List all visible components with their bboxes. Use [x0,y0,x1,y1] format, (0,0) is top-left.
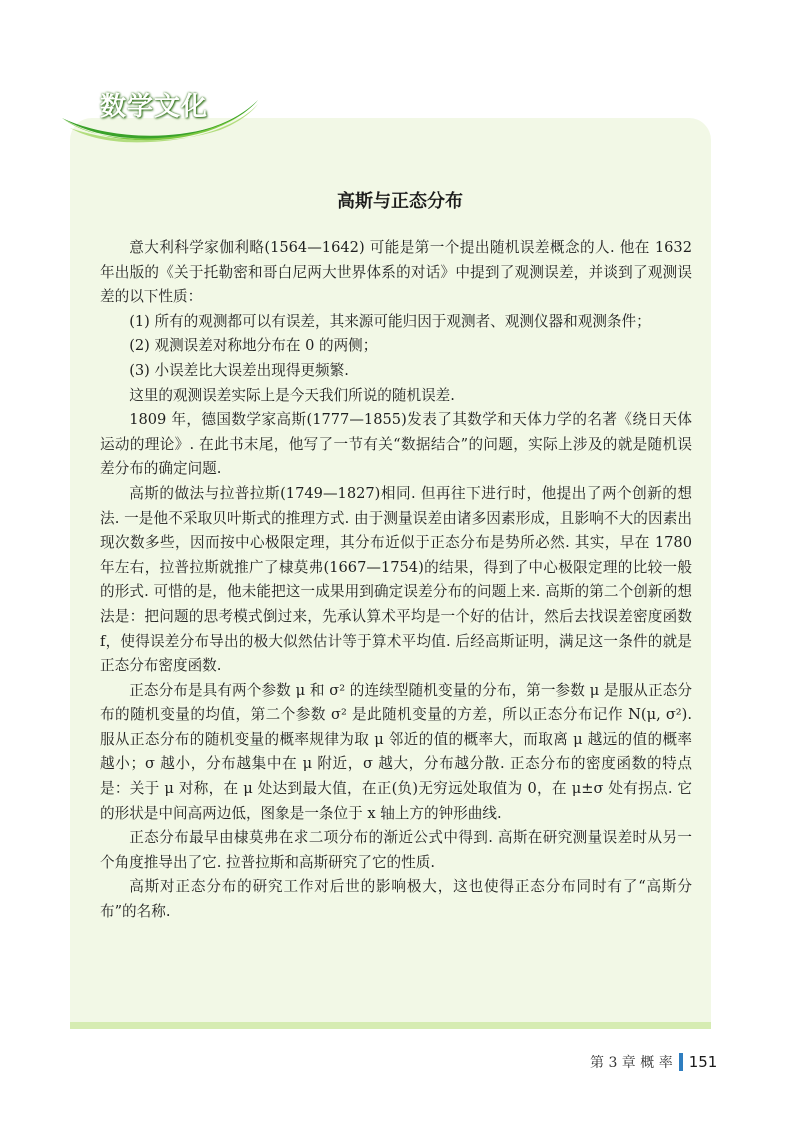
list-item: (3) 小误差比大误差出现得更频繁. [129,361,349,379]
article-title: 高斯与正态分布 [337,191,463,212]
paragraph: 高斯对正态分布的研究工作对后世的影响极大，这也使得正态分布同时有了“高斯分布”的名称. [100,878,692,921]
paragraph: 1809 年，德国数学家高斯(1777—1855)发表了其数学和天体力学的名著《绕日天体运动的理论》. 在此书末尾，他写了一节有关“数据结合”的问题，实际上涉及的就是随机误差分布的确定问题. [100,411,692,478]
paragraph: 高斯的做法与拉普拉斯(1749—1827)相同. 但再往下进行时，他提出了两个创新的想法. 一是他不采取贝叶斯式的推理方式. 由于测量误差由诸多因素形成，且影响不大的因素出现次数多些，因而按中心极限定理，其分布近似于正态分布是势所必然. 其实，早在 1780 年左右，拉普拉斯就推广了棣莫弗(1667—1754)的结果，得到了中心极限定理的比较一般的形式. 可惜的是，他未能把这一成果用到确定误差分布的问题上来. 高斯的第二个创新的想法是：把问题的思考模式倒过来，先承认算术平均是一个好的估计，然后去找误差密度函数 f，使得误差分布导出的极大似然估计等于算术平均值. 后经高斯证明，满足这一条件的就是正态分布密度函数. [100,484,692,675]
page-number: 151 [688,1053,718,1071]
paragraph: 正态分布是具有两个参数 μ 和 σ² 的连续型随机变量的分布，第一参数 μ 是服从正态分布的随机变量的均值，第二个参数 σ² 是此随机变量的方差，所以正态分布记作 N(μ, σ²). 服从正态分布的随机变量的概率规律为取 μ 邻近的值的概率大，而取离 μ 越远的值的概率越小；σ 越小，分布越集中在 μ 附近，σ 越大，分布越分散. 正态分布的密度函数的特点是：关于 μ 对称，在 μ 处达到最大值，在正(负)无穷远处取值为 0，在 μ±σ 处有拐点. 它的形状是中间高两边低，图象是一条位于 x 轴上方的钟形曲线. [100,681,692,822]
article-body [100,236,692,925]
chapter-label: 第 3 章 概 率 [590,1055,673,1071]
paragraph: 意大利科学家伽利略(1564—1642) 可能是第一个提出随机误差概念的人. 他在 1632 年出版的《关于托勒密和哥白尼两大世界体系的对话》中提到了观测误差，并谈到了观测误差的以下性质： [100,239,692,306]
bottom-rule [70,1022,711,1029]
paragraph: 这里的观测误差实际上是今天我们所说的随机误差. [129,386,455,404]
footer-divider [679,1053,683,1071]
paragraph: 正态分布最早由棣莫弗在求二项分布的渐近公式中得到. 高斯在研究测量误差时从另一个角度推导出了它. 拉普拉斯和高斯研究了它的性质. [100,829,692,871]
list-item: (2) 观测误差对称地分布在 0 的两侧； [129,337,378,355]
header-swoosh [0,0,800,160]
list-item: (1) 所有的观测都可以有误差，其来源可能归因于观测者、观测仪器和观测条件； [129,312,651,330]
page-footer [590,1052,717,1072]
section-label: 数学文化 [100,92,209,122]
